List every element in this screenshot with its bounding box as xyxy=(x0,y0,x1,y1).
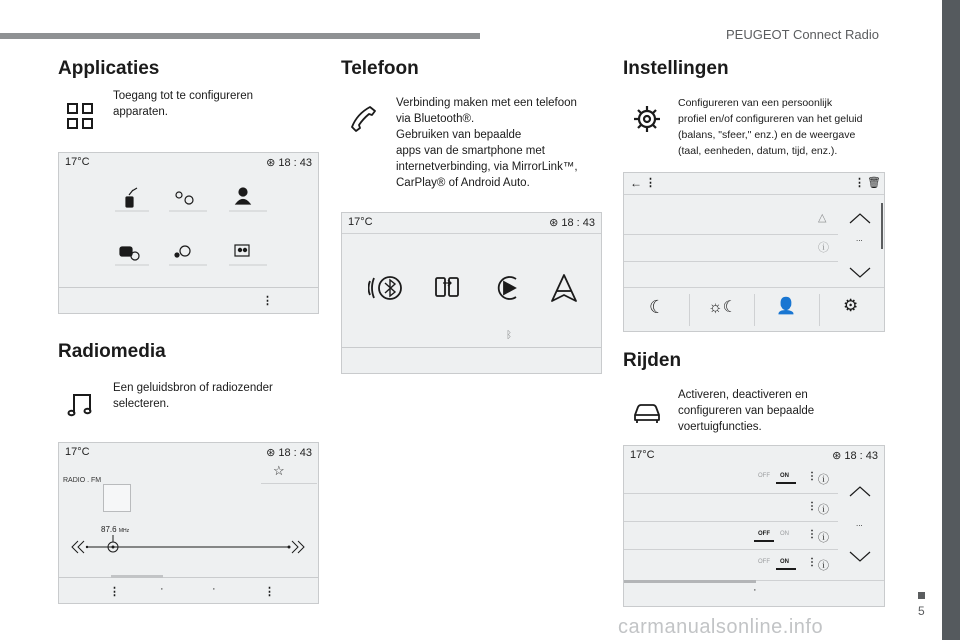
list-divider xyxy=(624,261,838,262)
night-mode-icon[interactable]: ☾ xyxy=(649,297,666,317)
more-options-icon[interactable]: ⋮ xyxy=(109,586,120,598)
clock: ⊛ 18 : 43 xyxy=(832,450,878,462)
toggle-indicator xyxy=(776,482,796,484)
desc-line: profiel en/of configureren van het geluid xyxy=(678,113,863,125)
desc-line: (taal, eenheden, datum, tijd, enz.). xyxy=(678,145,838,157)
scrollbar[interactable] xyxy=(881,203,883,249)
section-title-rijden: Rijden xyxy=(623,350,682,371)
scroll-down-icon xyxy=(850,268,870,277)
svg-text:...: ... xyxy=(856,519,863,528)
desc-line: (balans, "sfeer," enz.) en de weergave xyxy=(678,129,856,141)
desc-line: apparaten. xyxy=(113,106,168,118)
gear-icon xyxy=(632,104,662,134)
bluetooth-status-icon: ᛒ xyxy=(506,330,512,341)
desc-line: selecteren. xyxy=(113,398,170,410)
profile-tab-icon[interactable]: 👤 xyxy=(776,298,796,315)
section-title-radiomedia: Radiomedia xyxy=(58,341,166,362)
radiomedia-screen xyxy=(58,442,319,604)
trash-icon[interactable]: 🗑 xyxy=(867,177,881,189)
instellingen-screen xyxy=(623,172,885,332)
clock: ⊛ 18 : 43 xyxy=(266,157,312,169)
desc-telefoon xyxy=(396,95,578,191)
side-strip xyxy=(942,0,960,640)
frequency-value: 87.6 xyxy=(101,525,117,534)
watermark: carmanualsonline.info xyxy=(618,616,824,638)
android-auto-icon xyxy=(552,275,576,301)
desc-applicaties xyxy=(113,88,253,120)
desc-line: internetverbinding, via MirrorLink™, xyxy=(396,161,578,173)
settings-tabbar xyxy=(624,287,884,331)
phone-icon xyxy=(348,104,378,134)
frequency-readout xyxy=(101,525,129,534)
svg-text:...: ... xyxy=(856,234,863,243)
info-icon[interactable]: ⓘ xyxy=(818,532,829,544)
desc-line: via Bluetooth®. xyxy=(396,113,475,125)
active-tab-indicator xyxy=(111,575,163,578)
back-arrow-icon[interactable]: ← xyxy=(630,176,642,190)
desc-line: Gebruiken van bepaalde xyxy=(396,129,522,141)
header-bar xyxy=(0,33,480,39)
music-note-icon xyxy=(66,389,96,419)
system-settings-icon[interactable]: ⚙ xyxy=(843,296,859,315)
temperature: 17°C xyxy=(65,446,90,458)
mirrorlink-icon xyxy=(436,278,458,296)
screen-footer xyxy=(59,287,318,313)
clock: ⊛ 18 : 43 xyxy=(266,447,312,459)
toggle-off-label[interactable]: OFF xyxy=(758,473,770,479)
bluetooth-icon xyxy=(369,277,402,299)
more-options-icon[interactable]: ⋮ xyxy=(264,586,275,598)
desc-instellingen xyxy=(678,95,862,159)
toggle-off-label[interactable]: OFF xyxy=(758,531,770,537)
rijden-screen xyxy=(623,445,885,607)
app-icons-grid xyxy=(109,183,279,273)
clock-text: 18 : 43 xyxy=(561,217,595,229)
page-dot[interactable]: · xyxy=(753,584,757,596)
temperature: 17°C xyxy=(65,156,90,168)
more-options-icon[interactable]: ⋮ xyxy=(807,557,817,568)
desc-line: Configureren van een persoonlijk xyxy=(678,97,833,109)
more-options-icon[interactable]: ⋮ xyxy=(807,529,817,540)
desc-line: Verbinding maken met een telefoon xyxy=(396,97,577,109)
toggle-on-label[interactable]: ON xyxy=(780,531,789,537)
status-bar xyxy=(59,153,318,173)
scroll-up-icon xyxy=(850,487,870,496)
settings-app-icon xyxy=(180,246,190,256)
clock-text: 18 : 43 xyxy=(844,450,878,462)
desc-radiomedia xyxy=(113,380,273,412)
toggle-indicator xyxy=(776,568,796,570)
usb-app-icon xyxy=(126,197,133,207)
screen-footer xyxy=(342,330,601,373)
seek-forward-icon xyxy=(292,541,304,553)
clock: ⊛ 18 : 43 xyxy=(549,217,595,229)
grid-icon xyxy=(66,101,96,131)
toggle-indicator xyxy=(754,540,774,542)
toggle-on-label[interactable]: ON xyxy=(780,473,789,479)
toggle-on-label[interactable]: ON xyxy=(780,559,789,565)
car-icon xyxy=(632,397,662,427)
carplay-icon xyxy=(499,277,516,299)
scroll-down-icon xyxy=(850,552,870,561)
desc-line: Activeren, deactiveren en xyxy=(678,389,808,401)
settings-toolbar xyxy=(624,173,884,195)
message-icon xyxy=(120,247,132,256)
band-label: RADIO . FM xyxy=(63,477,102,484)
desc-line: apps van de smartphone met xyxy=(396,145,545,157)
section-title-telefoon: Telefoon xyxy=(341,58,419,79)
more-options-icon[interactable]: ⋮ xyxy=(262,295,273,307)
more-options-icon[interactable]: ⋮ xyxy=(854,177,865,189)
desc-line: configureren van bepaalde xyxy=(678,405,815,417)
tab-divider xyxy=(689,294,690,326)
divider xyxy=(342,233,601,234)
driving-row[interactable] xyxy=(624,466,838,494)
driving-row[interactable] xyxy=(624,550,838,578)
page-dot[interactable]: · xyxy=(212,583,216,595)
more-options-icon[interactable]: ⋮ xyxy=(645,177,656,189)
screen-footer xyxy=(624,580,884,606)
desc-line: Een geluidsbron of radiozender xyxy=(113,382,273,394)
status-bar xyxy=(342,213,601,233)
header-title: PEUGEOT Connect Radio xyxy=(726,27,879,42)
info-icon[interactable]: ⓘ xyxy=(818,474,829,486)
desc-line: CarPlay® of Android Auto. xyxy=(396,177,530,189)
telefoon-screen xyxy=(341,212,602,374)
divider xyxy=(261,483,317,484)
favorite-star-icon[interactable]: ☆ xyxy=(273,463,285,478)
scroll-controls[interactable] xyxy=(848,484,872,564)
section-title-instellingen: Instellingen xyxy=(623,58,729,79)
temperature: 17°C xyxy=(348,216,373,228)
info-icon[interactable]: ⓘ xyxy=(818,504,829,516)
connected-app-icon xyxy=(176,192,182,198)
list-divider xyxy=(624,234,838,235)
info-icon: ⓘ xyxy=(818,242,829,254)
page-bullet xyxy=(918,592,925,599)
toggle-off-label[interactable]: OFF xyxy=(758,559,770,565)
clock-text: 18 : 43 xyxy=(278,157,312,169)
desc-line: voertuigfuncties. xyxy=(678,421,762,433)
desc-line: Toegang tot te configureren xyxy=(113,90,254,102)
tab-divider xyxy=(754,294,755,326)
tab-divider xyxy=(819,294,820,326)
more-options-icon[interactable]: ⋮ xyxy=(807,501,817,512)
driving-row[interactable] xyxy=(624,494,838,522)
status-bar xyxy=(624,446,884,466)
scroll-controls[interactable] xyxy=(848,211,872,281)
brightness-icon[interactable]: ☼☾ xyxy=(708,299,738,316)
info-icon[interactable]: ⓘ xyxy=(818,560,829,572)
status-bar xyxy=(59,443,318,463)
warning-icon: △ xyxy=(818,212,827,224)
page-number: 5 xyxy=(918,604,925,618)
section-title-applicaties: Applicaties xyxy=(58,58,160,79)
scroll-up-icon xyxy=(850,214,870,223)
profile-icon xyxy=(239,188,247,196)
page-dot[interactable]: · xyxy=(160,583,164,595)
temperature: 17°C xyxy=(630,449,655,461)
desc-rijden xyxy=(678,387,814,435)
seek-back-icon xyxy=(72,541,84,553)
frequency-unit: MHz xyxy=(118,528,130,534)
applicaties-screen xyxy=(58,152,319,314)
active-tab-indicator xyxy=(624,580,756,583)
phone-apps-row xyxy=(368,271,578,305)
more-options-icon[interactable]: ⋮ xyxy=(807,471,817,482)
driving-row[interactable] xyxy=(624,522,838,550)
frequency-slider[interactable] xyxy=(71,535,309,559)
screen-footer xyxy=(59,577,318,603)
station-artwork xyxy=(103,484,131,512)
clock-text: 18 : 43 xyxy=(278,447,312,459)
